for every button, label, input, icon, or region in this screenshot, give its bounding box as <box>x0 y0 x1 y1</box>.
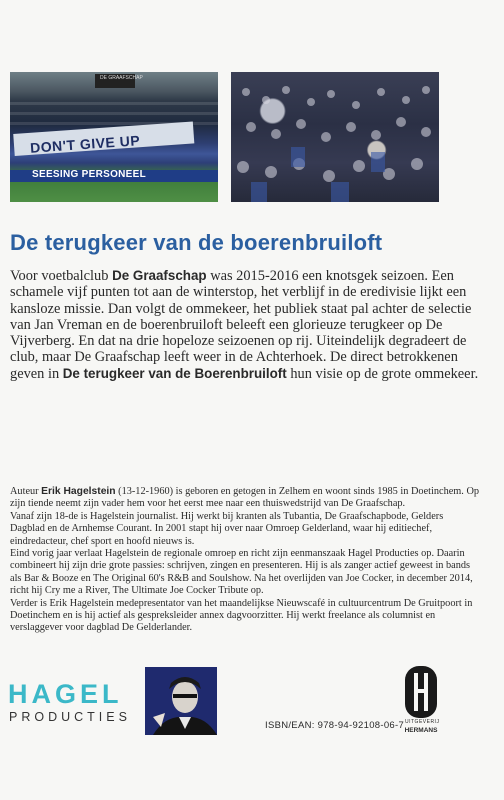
scoreboard-text: DE GRAAFSCHAP <box>100 75 143 81</box>
blurb-text: was 2015-2016 een knotsgek seizoen. Een schamele vijf punten tot aan de winterstop, het verblijf in de eredivisie lijkt een kansloze missie. Dan volgt de ommekeer, het publiek staat pal achter de selectie van Jan Vreman en de boerenbruiloft beleeft een glorieuze terugkeer op De Vijverberg. En dat na drie hopeloze seizoenen op rij. Uiteindelijk degradeert de club, maar De Graafschap leeft weer in de Achterhoek. De direct betrokkenen geven in <box>10 268 472 382</box>
blurb <box>10 268 480 382</box>
producties-logo-word: PRODUCTIES <box>9 710 131 724</box>
bio-text: (13-12-1960) is geboren en getogen in Zelhem en woont sinds 1985 in Doetinchem. Op zijn tiende neemt zijn vader hem voor het eerst mee naar een thuiswedstrijd van De Graafschap. <box>10 486 480 510</box>
stadium-banner-photo <box>10 72 218 202</box>
bio-paragraph: Eind vorig jaar verlaat Hagelstein de regionale omroep en richt zijn eenmanszaak Hagel Producties op. Daarin combineert hij zijn drie grote passies: schrijven, zingen en presenteren. Hij is als zanger actief geweest in bands als Bar & Booze en The Original 60's R&B and Soulshow. Na het overlijden van Joe Cocker, in december 2014, richt hij Cry me a River, The Ultimate Joe Cocker Tribute op. <box>10 548 473 597</box>
bio-paragraph <box>10 486 480 511</box>
publisher-name: HERMANS <box>404 727 438 734</box>
portrait-silhouette <box>145 667 217 735</box>
hagel-logo-word: HAGEL <box>8 679 123 709</box>
hermans-logo-icon <box>405 666 440 725</box>
author-bio <box>10 486 480 635</box>
club-name: De Graafschap <box>112 268 207 283</box>
crowd-row <box>10 102 218 105</box>
bio-paragraph: Vanaf zijn 18-de is Hagelstein journalist. Hij werkt bij kranten als Tubantia, De Graafschapbode, Gelders Dagblad en de Arnhemse Courant. In 2001 stapt hij over naar Omroep Gelderland, waar hij editiechef, eindredacteur, chef sport en hoofd nieuws is. <box>10 510 444 547</box>
bio-text: Auteur <box>10 486 42 497</box>
book-title: De terugkeer van de boerenbruiloft <box>10 230 383 255</box>
blurb-paragraph <box>10 268 480 382</box>
blurb-text: Voor voetbalclub <box>10 268 113 284</box>
crowd-illustration <box>231 72 439 202</box>
publisher-label: UITGEVERIJ <box>405 719 440 725</box>
blurb-text: hun visie op de grote ommekeer. <box>286 365 479 382</box>
author-name: Erik Hagelstein <box>41 486 116 497</box>
supporter-banner-text: DON'T GIVE UP <box>29 132 141 156</box>
bio-paragraph: Verder is Erik Hagelstein medepresentator van het maandelijkse Nieuwscafé in cultuurcentrum De Gruitpoort in Doetinchem en is hij actief als gespreksleider annex dagvoorzitter. Hij werkt freelance als columnist en verslaggever voor dagblad De Gelderlander. <box>10 597 473 634</box>
book-title-inline: De terugkeer van de Boerenbruiloft <box>62 365 287 381</box>
crowd-row <box>10 112 218 115</box>
crowd-photo <box>231 72 439 202</box>
advertising-board-text: SEESING PERSONEEL <box>32 169 147 180</box>
author-portrait <box>145 667 217 735</box>
isbn: ISBN/EAN: 978-94-92108-06-7 <box>265 720 405 731</box>
publisher-mark <box>405 666 437 718</box>
